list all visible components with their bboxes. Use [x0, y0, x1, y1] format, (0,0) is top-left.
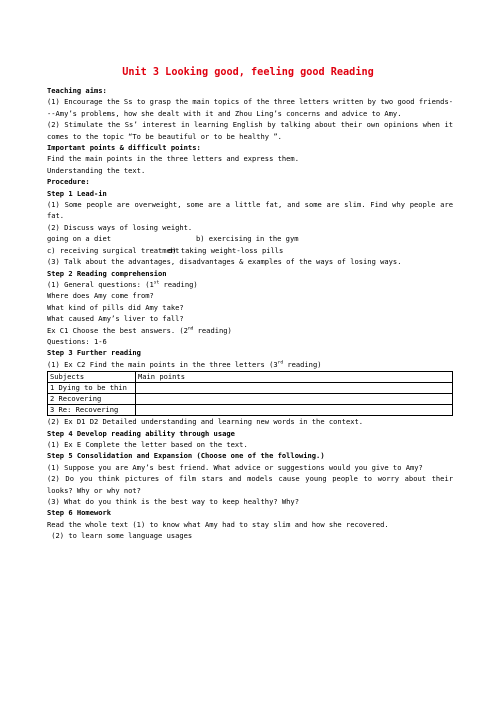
step4-heading: Step 4 Develop reading ability through usage	[47, 428, 235, 438]
step1-line2: (2) Discuss ways of losing weight.	[47, 222, 193, 232]
step6-line2: (2) to learn some language usages	[47, 531, 193, 541]
step2-question-2: What kind of pills did Amy take?	[47, 302, 184, 312]
option-d: d) taking weight-loss pills	[168, 245, 284, 255]
step5-line2: (2) Do you think pictures of film stars and models cause young people to worry about their looks? Why or why not?	[47, 474, 453, 495]
step3-heading: Step 3 Further reading	[47, 348, 141, 358]
option-b: b) exercising in the gym	[196, 234, 299, 244]
step2-questions-range: Questions: 1-6	[47, 336, 107, 346]
step1-options-ab	[47, 233, 453, 244]
step6-heading: Step 6 Homework	[47, 508, 112, 518]
option-c: c) receiving surgical treatment	[47, 245, 180, 255]
table-row	[48, 383, 453, 394]
points-heading: Important points & difficult points:	[47, 143, 201, 153]
step4-line1: (1) Ex E Complete the letter based on the text.	[47, 439, 248, 449]
procedure-heading: Procedure:	[47, 177, 90, 187]
table-cell-subject: 1 Dying to be thin	[48, 383, 136, 394]
step1-line3: (3) Talk about the advantages, disadvantages & examples of the ways of losing ways.	[47, 257, 402, 267]
table-cell-main-points	[136, 405, 453, 416]
step1-options-cd	[47, 245, 453, 256]
step1-heading: Step 1 Lead-in	[47, 188, 107, 198]
step2-question-3: What caused Amy’s liver to fall?	[47, 314, 184, 324]
step3-line1: (1) Ex C2 Find the main points in the three letters (3rd reading)	[47, 359, 322, 369]
table-cell-main-points	[136, 383, 453, 394]
option-a: going on a diet	[47, 234, 112, 244]
step2-exercise: Ex C1 Choose the best answers. (2nd reading)	[47, 325, 232, 335]
main-points-table	[47, 371, 453, 416]
point-1: Find the main points in the three letters and express them.	[47, 154, 299, 164]
aim-1: (1) Encourage the Ss to grasp the main topics of the three letters written by two good friends---Amy’s problems, how she dealt with it and Zhou Ling’s concerns and advice to Amy.	[47, 97, 453, 118]
step5-heading: Step 5 Consolidation and Expansion (Choose one of the following.)	[47, 451, 325, 461]
step6-line1: Read the whole text (1) to know what Amy had to stay slim and how she recovered.	[47, 519, 389, 529]
table-row	[48, 405, 453, 416]
table-header-subjects: Subjects	[48, 372, 136, 383]
table-row	[48, 394, 453, 405]
table-header-row	[48, 372, 453, 383]
step2-line1: (1) General questions: (1st reading)	[47, 279, 198, 289]
step5-line1: (1) Suppose you are Amy’s best friend. What advice or suggestions would you give to Amy?	[47, 462, 423, 472]
step5-line3: (3) What do you think is the best way to keep healthy? Why?	[47, 497, 299, 506]
table-cell-main-points	[136, 394, 453, 405]
table-header-main-points: Main points	[136, 372, 453, 383]
teaching-aims-heading: Teaching aims:	[47, 86, 107, 95]
step2-question-1: Where does Amy come from?	[47, 291, 154, 301]
document-title: Unit 3 Looking good, feeling good Reading	[122, 67, 374, 78]
point-2: Understanding the text.	[47, 165, 146, 175]
step2-heading: Step 2 Reading comprehension	[47, 268, 167, 278]
step3-line2: (2) Ex D1 D2 Detailed understanding and learning new words in the context.	[47, 417, 364, 427]
table-cell-subject: 3 Re: Recovering	[48, 405, 136, 416]
step1-line1: (1) Some people are overweight, some are a little fat, and some are slim. Find why people are fat.	[47, 200, 453, 221]
aim-2: (2) Stimulate the Ss’ interest in learning English by talking about their own opinions when it comes to the topic “To be beautiful or to be healthy ”.	[47, 120, 453, 141]
document-body	[47, 85, 453, 542]
table-cell-subject: 2 Recovering	[48, 394, 136, 405]
